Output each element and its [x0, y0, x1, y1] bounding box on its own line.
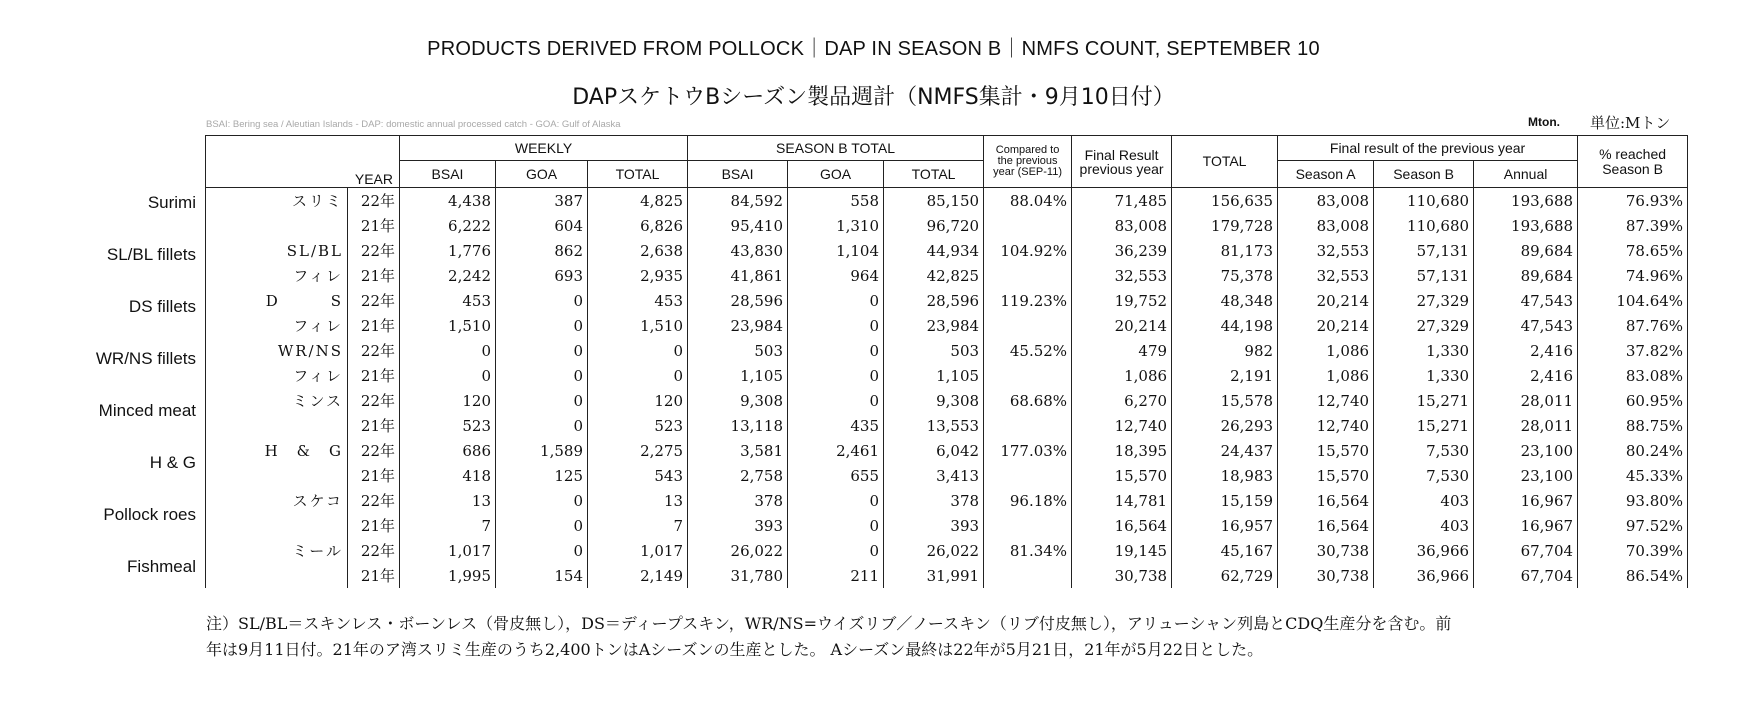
year-cell: 21年 [348, 513, 400, 538]
season-goa-header: GOA [788, 161, 884, 188]
table-cell: 1,105 [884, 363, 984, 388]
table-cell: 6,826 [588, 213, 688, 238]
product-label: H & G [149, 453, 196, 472]
table-cell: 0 [788, 388, 884, 413]
table-cell: 26,022 [884, 538, 984, 563]
year-cell: 21年 [348, 363, 400, 388]
table-cell: 9,308 [884, 388, 984, 413]
page-title: PRODUCTS DERIVED FROM POLLOCK｜DAP IN SEASON B｜NMFS COUNT, SEPTEMBER 10 [427, 38, 1320, 60]
table-cell: 378 [884, 488, 984, 513]
table-cell: 3,581 [688, 438, 788, 463]
table-cell: 1,510 [400, 313, 496, 338]
table-cell: 81,173 [1172, 238, 1278, 263]
table-cell: 45.33% [1578, 463, 1688, 488]
table-cell: 96.18% [984, 488, 1072, 513]
table-cell: 18,395 [1072, 438, 1172, 463]
table-row [206, 388, 1688, 413]
table-cell [984, 263, 1072, 288]
table-cell: 42,825 [884, 263, 984, 288]
table-cell: 14,781 [1072, 488, 1172, 513]
table-cell: 543 [588, 463, 688, 488]
table-cell: 453 [588, 288, 688, 313]
table-cell: 2,638 [588, 238, 688, 263]
weekly-header: WEEKLY [400, 136, 688, 161]
table-cell: 30,738 [1072, 563, 1172, 588]
weekly-bsai-header: BSAI [400, 161, 496, 188]
table-cell: 36,966 [1374, 563, 1474, 588]
table-cell: 45.52% [984, 338, 1072, 363]
table-cell: 1,017 [588, 538, 688, 563]
table-cell: 81.34% [984, 538, 1072, 563]
table-cell: 27,329 [1374, 288, 1474, 313]
product-jp-label: ミンス [206, 388, 348, 413]
annual-header: Annual [1474, 161, 1578, 188]
table-cell: 982 [1172, 338, 1278, 363]
table-cell [984, 563, 1072, 588]
year-cell: 21年 [348, 263, 400, 288]
table-cell: 403 [1374, 488, 1474, 513]
table-cell: 74.96% [1578, 263, 1688, 288]
table-cell: 7,530 [1374, 438, 1474, 463]
table-cell: 32,553 [1278, 238, 1374, 263]
table-cell: 60.95% [1578, 388, 1688, 413]
table-cell: 26,293 [1172, 413, 1278, 438]
table-row [206, 188, 1688, 214]
table-cell: 37.82% [1578, 338, 1688, 363]
table-cell: 0 [496, 313, 588, 338]
table-cell: 57,131 [1374, 238, 1474, 263]
table-cell: 87.39% [1578, 213, 1688, 238]
table-cell: 435 [788, 413, 884, 438]
table-row [206, 288, 1688, 313]
table-cell: 26,022 [688, 538, 788, 563]
table-cell: 36,966 [1374, 538, 1474, 563]
table-cell: 4,825 [588, 188, 688, 214]
table-row [206, 313, 1688, 338]
table-row [206, 263, 1688, 288]
table-cell: 387 [496, 188, 588, 214]
table-cell: 88.04% [984, 188, 1072, 214]
table-row [206, 463, 1688, 488]
table-cell: 1,589 [496, 438, 588, 463]
table-cell: 47,543 [1474, 313, 1578, 338]
table-row [206, 338, 1688, 363]
season-total-header: TOTAL [884, 161, 984, 188]
product-jp-label: スリミ [206, 188, 348, 214]
table-cell: 96,720 [884, 213, 984, 238]
year-cell: 21年 [348, 563, 400, 588]
table-cell: 86.54% [1578, 563, 1688, 588]
table-cell: 0 [496, 538, 588, 563]
product-label: SL/BL fillets [106, 245, 196, 264]
table-cell: 523 [588, 413, 688, 438]
table-cell: 12,740 [1278, 413, 1374, 438]
year-cell: 21年 [348, 313, 400, 338]
table-cell: 23,984 [884, 313, 984, 338]
table-cell: 83,008 [1278, 188, 1374, 214]
table-cell: 93.80% [1578, 488, 1688, 513]
table-cell: 2,275 [588, 438, 688, 463]
glossary-note: BSAI: Bering sea / Aleutian Islands - DAP: domestic annual processed catch - GOA: Gulf of Alaska [206, 119, 621, 130]
table-cell: 0 [588, 338, 688, 363]
table-cell: 0 [588, 363, 688, 388]
table-cell: 95,410 [688, 213, 788, 238]
table-cell: 4,438 [400, 188, 496, 214]
table-cell: 6,270 [1072, 388, 1172, 413]
table-cell: 88.75% [1578, 413, 1688, 438]
table-cell: 27,329 [1374, 313, 1474, 338]
product-label: Pollock roes [103, 505, 196, 524]
table-cell: 13,118 [688, 413, 788, 438]
table-row [206, 363, 1688, 388]
year-header: YEAR [206, 136, 400, 188]
table-cell: 32,553 [1278, 263, 1374, 288]
table-cell: 31,780 [688, 563, 788, 588]
table-cell: 655 [788, 463, 884, 488]
table-cell: 403 [1374, 513, 1474, 538]
year-cell: 22年 [348, 338, 400, 363]
table-cell: 13,553 [884, 413, 984, 438]
table-cell: 83,008 [1278, 213, 1374, 238]
table-cell: 12,740 [1072, 413, 1172, 438]
table-cell: 83.08% [1578, 363, 1688, 388]
reached-header: % reached Season B [1578, 136, 1688, 188]
table-cell: 85,150 [884, 188, 984, 214]
season-b-total-header: SEASON B TOTAL [688, 136, 984, 161]
table-cell: 28,596 [884, 288, 984, 313]
table-cell: 0 [496, 488, 588, 513]
table-cell: 18,983 [1172, 463, 1278, 488]
table-cell: 75,378 [1172, 263, 1278, 288]
table-cell: 20,214 [1278, 288, 1374, 313]
table-cell: 71,485 [1072, 188, 1172, 214]
table-cell: 0 [788, 288, 884, 313]
table-cell: 23,984 [688, 313, 788, 338]
table-cell [984, 413, 1072, 438]
table-cell: 87.76% [1578, 313, 1688, 338]
table-cell: 1,310 [788, 213, 884, 238]
season-b-header: Season B [1374, 161, 1474, 188]
table-cell: 503 [884, 338, 984, 363]
table-cell: 0 [496, 513, 588, 538]
table-cell: 32,553 [1072, 263, 1172, 288]
table-cell: 13 [400, 488, 496, 513]
table-cell: 76.93% [1578, 188, 1688, 214]
table-cell: 110,680 [1374, 188, 1474, 214]
table-cell: 1,330 [1374, 363, 1474, 388]
product-jp-label: H & G [206, 438, 348, 463]
table-cell: 30,738 [1278, 538, 1374, 563]
table-cell: 15,578 [1172, 388, 1278, 413]
table-cell: 30,738 [1278, 563, 1374, 588]
footnote-line-1: 注）SL/BL＝スキンレス・ボーンレス（骨皮無し），DS＝ディープスキン，WR/NS=ウイズリブ／ノースキン（リブ付皮無し），アリューシャン列島とCDQ生産分を含む。前 [206, 614, 1452, 633]
unit-label-jp: 単位:Mトン [1590, 114, 1671, 132]
table-cell: 453 [400, 288, 496, 313]
table-cell: 0 [788, 338, 884, 363]
table-cell: 2,461 [788, 438, 884, 463]
table-cell: 45,167 [1172, 538, 1278, 563]
table-cell: 68.68% [984, 388, 1072, 413]
table-cell [984, 313, 1072, 338]
product-jp-label: フィレ [206, 363, 348, 388]
table-cell: 0 [400, 338, 496, 363]
table-cell: 16,957 [1172, 513, 1278, 538]
table-cell: 67,704 [1474, 538, 1578, 563]
table-cell: 177.03% [984, 438, 1072, 463]
table-cell: 154 [496, 563, 588, 588]
table-cell: 1,086 [1278, 363, 1374, 388]
table-cell: 120 [588, 388, 688, 413]
table-cell: 13 [588, 488, 688, 513]
table-cell: 44,934 [884, 238, 984, 263]
final-prev-header: Final Result previous year [1072, 136, 1172, 188]
season-a-header: Season A [1278, 161, 1374, 188]
unit-label-en: Mton. [1528, 115, 1560, 129]
table-cell: 16,564 [1278, 488, 1374, 513]
table-cell: 23,100 [1474, 438, 1578, 463]
year-cell: 22年 [348, 438, 400, 463]
table-cell: 15,271 [1374, 388, 1474, 413]
table-cell: 1,776 [400, 238, 496, 263]
product-jp-label: ミール [206, 538, 348, 563]
table-cell: 15,159 [1172, 488, 1278, 513]
table-cell: 41,861 [688, 263, 788, 288]
table-cell: 2,416 [1474, 338, 1578, 363]
table-row [206, 513, 1688, 538]
table-cell: 1,105 [688, 363, 788, 388]
table-cell: 6,042 [884, 438, 984, 463]
table-cell: 7,530 [1374, 463, 1474, 488]
product-jp-label: SL/BL [206, 238, 348, 263]
footnote-line-2: 年は9月11日付。21年のア湾スリミ生産のうち2,400トンはAシーズンの生産とした。 Aシーズン最終は22年が5月21日，21年が5月22日とした。 [206, 640, 1264, 659]
table-cell: 20,214 [1072, 313, 1172, 338]
table-cell: 7 [588, 513, 688, 538]
product-jp-label: D S [206, 288, 348, 313]
table-cell: 36,239 [1072, 238, 1172, 263]
table-cell: 2,191 [1172, 363, 1278, 388]
table-row [206, 438, 1688, 463]
weekly-goa-header: GOA [496, 161, 588, 188]
product-jp-label: スケコ [206, 488, 348, 513]
table-cell: 1,017 [400, 538, 496, 563]
total-header: TOTAL [1172, 136, 1278, 188]
product-jp-label [206, 413, 348, 438]
table-cell [984, 213, 1072, 238]
table-cell: 211 [788, 563, 884, 588]
japanese-title: DAPスケトウBシーズン製品週計（NMFS集計・9月10日付） [572, 85, 1175, 110]
product-jp-label [206, 513, 348, 538]
table-row [206, 538, 1688, 563]
table-cell: 16,564 [1278, 513, 1374, 538]
table-cell: 15,570 [1072, 463, 1172, 488]
table-cell: 20,214 [1278, 313, 1374, 338]
table-cell: 3,413 [884, 463, 984, 488]
table-cell: 2,935 [588, 263, 688, 288]
table-cell: 2,149 [588, 563, 688, 588]
table-cell: 393 [688, 513, 788, 538]
year-cell: 22年 [348, 488, 400, 513]
table-cell: 558 [788, 188, 884, 214]
table-cell: 1,330 [1374, 338, 1474, 363]
table-cell: 1,510 [588, 313, 688, 338]
table-cell: 1,104 [788, 238, 884, 263]
table-cell: 1,086 [1278, 338, 1374, 363]
table-cell: 693 [496, 263, 588, 288]
table-cell [984, 513, 1072, 538]
table-cell: 503 [688, 338, 788, 363]
year-cell: 21年 [348, 213, 400, 238]
product-jp-label [206, 213, 348, 238]
table-cell: 1,995 [400, 563, 496, 588]
product-jp-label: WR/NS [206, 338, 348, 363]
year-cell: 22年 [348, 388, 400, 413]
table-cell: 0 [400, 363, 496, 388]
table-cell: 19,752 [1072, 288, 1172, 313]
table-cell: 89,684 [1474, 263, 1578, 288]
table-cell: 15,570 [1278, 463, 1374, 488]
table-cell: 0 [496, 363, 588, 388]
table-cell: 19,145 [1072, 538, 1172, 563]
table-cell: 0 [496, 338, 588, 363]
table-cell: 2,758 [688, 463, 788, 488]
table-cell: 1,086 [1072, 363, 1172, 388]
year-cell: 22年 [348, 188, 400, 214]
year-cell: 22年 [348, 288, 400, 313]
table-cell [984, 363, 1072, 388]
compared-header: Compared to the previous year (SEP-11) [984, 136, 1072, 188]
table-cell: 179,728 [1172, 213, 1278, 238]
table-cell: 15,271 [1374, 413, 1474, 438]
table-cell: 12,740 [1278, 388, 1374, 413]
table-cell [984, 463, 1072, 488]
table-cell: 28,011 [1474, 388, 1578, 413]
product-jp-label: フィレ [206, 313, 348, 338]
year-cell: 22年 [348, 538, 400, 563]
table-cell: 0 [788, 313, 884, 338]
table-cell: 89,684 [1474, 238, 1578, 263]
table-cell: 84,592 [688, 188, 788, 214]
table-cell: 0 [788, 538, 884, 563]
table-cell: 7 [400, 513, 496, 538]
table-cell: 0 [788, 363, 884, 388]
table-cell: 28,011 [1474, 413, 1578, 438]
table-cell: 125 [496, 463, 588, 488]
year-cell: 21年 [348, 413, 400, 438]
table-cell: 0 [496, 413, 588, 438]
table-cell: 78.65% [1578, 238, 1688, 263]
table-cell: 378 [688, 488, 788, 513]
table-cell: 2,242 [400, 263, 496, 288]
table-row [206, 563, 1688, 588]
product-label: Minced meat [98, 401, 196, 420]
product-jp-label: フィレ [206, 263, 348, 288]
product-label: Fishmeal [127, 557, 196, 576]
table-row [206, 488, 1688, 513]
table-cell: 83,008 [1072, 213, 1172, 238]
season-bsai-header: BSAI [688, 161, 788, 188]
product-jp-label [206, 563, 348, 588]
final-prev-year-header: Final result of the previous year [1278, 136, 1578, 161]
table-cell: 0 [788, 513, 884, 538]
table-cell: 16,967 [1474, 513, 1578, 538]
table-cell: 120 [400, 388, 496, 413]
table-cell: 393 [884, 513, 984, 538]
table-cell: 686 [400, 438, 496, 463]
table-cell: 9,308 [688, 388, 788, 413]
table-cell: 104.64% [1578, 288, 1688, 313]
table-row [206, 413, 1688, 438]
table-cell: 48,348 [1172, 288, 1278, 313]
table-cell: 80.24% [1578, 438, 1688, 463]
product-label: WR/NS fillets [95, 349, 196, 368]
table-cell: 193,688 [1474, 188, 1578, 214]
table-row [206, 213, 1688, 238]
table-cell: 604 [496, 213, 588, 238]
table-cell: 16,967 [1474, 488, 1578, 513]
table-cell: 31,991 [884, 563, 984, 588]
year-cell: 21年 [348, 463, 400, 488]
table-cell: 104.92% [984, 238, 1072, 263]
table-cell: 44,198 [1172, 313, 1278, 338]
table-cell: 418 [400, 463, 496, 488]
table-cell: 47,543 [1474, 288, 1578, 313]
production-table [205, 135, 1688, 588]
product-label: DS fillets [128, 297, 196, 316]
table-cell: 15,570 [1278, 438, 1374, 463]
table-cell: 67,704 [1474, 563, 1578, 588]
product-jp-label [206, 463, 348, 488]
table-cell: 57,131 [1374, 263, 1474, 288]
table-cell: 0 [496, 388, 588, 413]
table-cell: 16,564 [1072, 513, 1172, 538]
table-cell: 43,830 [688, 238, 788, 263]
table-cell: 6,222 [400, 213, 496, 238]
table-cell: 28,596 [688, 288, 788, 313]
year-cell: 22年 [348, 238, 400, 263]
table-cell: 23,100 [1474, 463, 1578, 488]
table-cell: 119.23% [984, 288, 1072, 313]
product-label: Surimi [147, 193, 196, 212]
table-cell: 479 [1072, 338, 1172, 363]
table-cell: 862 [496, 238, 588, 263]
table-row [206, 238, 1688, 263]
table-cell: 156,635 [1172, 188, 1278, 214]
table-cell: 964 [788, 263, 884, 288]
table-cell: 70.39% [1578, 538, 1688, 563]
table-cell: 0 [496, 288, 588, 313]
weekly-total-header: TOTAL [588, 161, 688, 188]
table-cell: 2,416 [1474, 363, 1578, 388]
table-cell: 523 [400, 413, 496, 438]
table-cell: 0 [788, 488, 884, 513]
table-cell: 24,437 [1172, 438, 1278, 463]
table-cell: 193,688 [1474, 213, 1578, 238]
table-cell: 62,729 [1172, 563, 1278, 588]
footnote [206, 611, 1696, 663]
table-cell: 110,680 [1374, 213, 1474, 238]
table-cell: 97.52% [1578, 513, 1688, 538]
